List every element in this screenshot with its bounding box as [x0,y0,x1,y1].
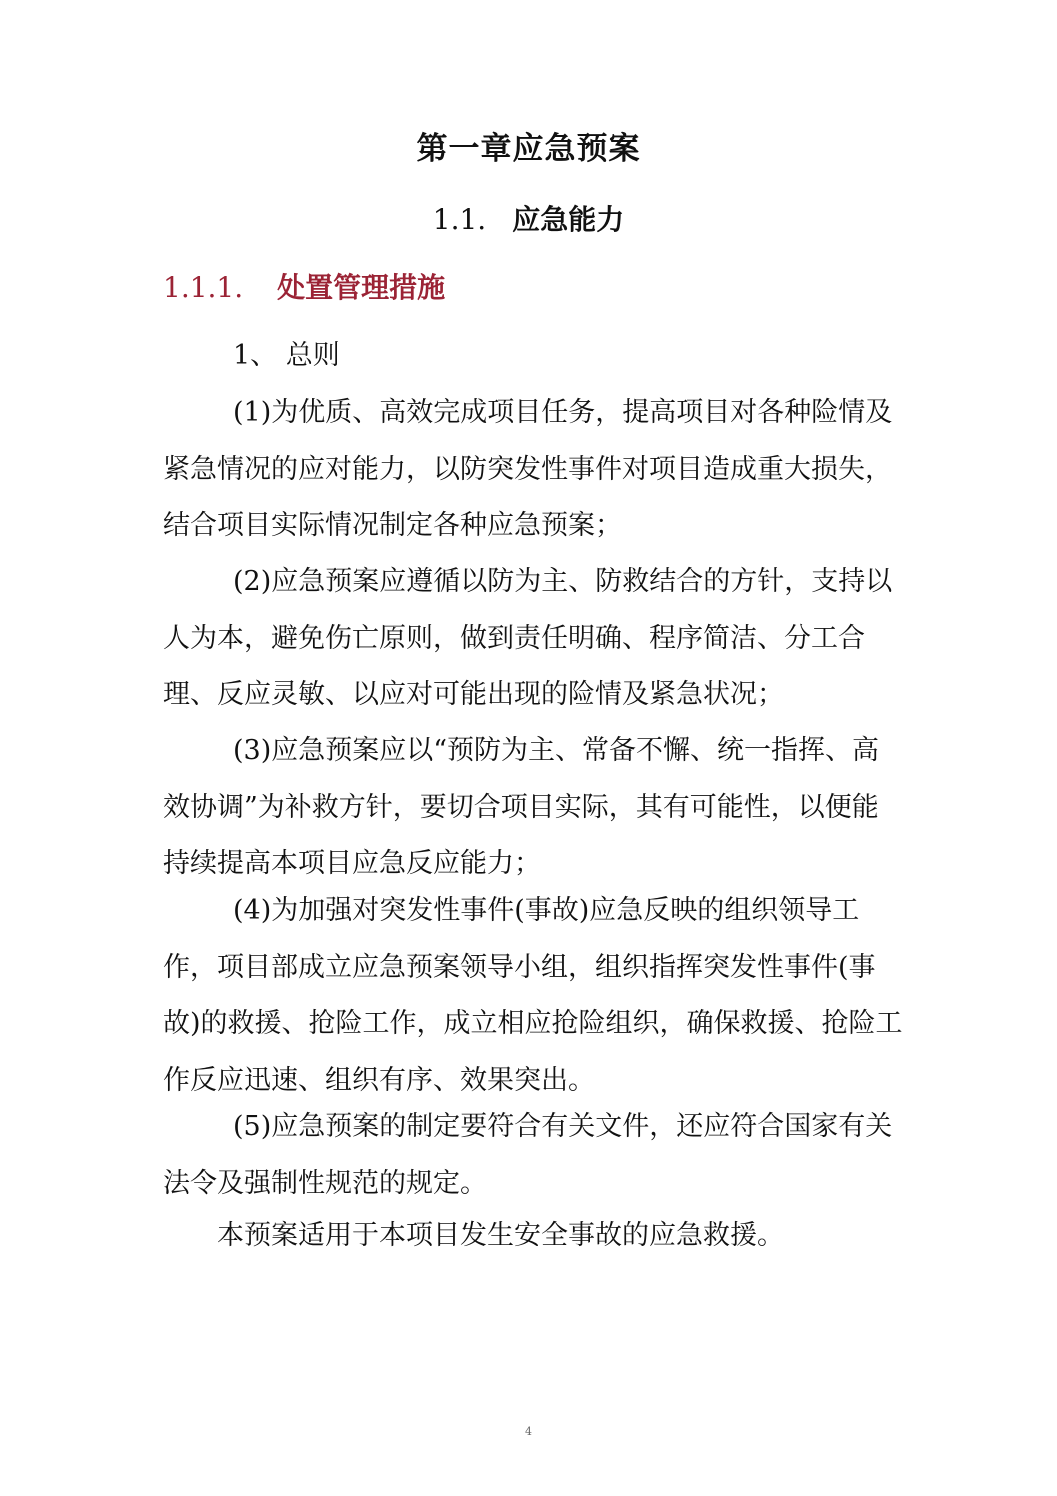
paragraph-3: (3)应急预案应以“预防为主、常备不懈、统一指挥、高效协调”为补救方针，要切合项目实际，其有可能性，以便能持续提高本项目应急反应能力； [163,735,880,879]
paragraph-4: (4)为加强对突发性事件(事故)应急反映的组织领导工作，项目部成立应急预案领导小组，组织指挥突发性事件(事故)的救援、抢险工作，成立相应抢险组织，确保救援、抢险工作反应迅速、组织有序、效果突出。 [163,895,903,1096]
chapter-title: 第一章应急预案 [416,131,641,167]
subsection-title: 处置管理措施 [277,271,446,304]
page-number: 4 [525,1425,532,1438]
paragraph-5: (5)应急预案的制定要符合有关文件，还应符合国家有关法令及强制性规范的规定。 [163,1111,893,1199]
section-number: 1.1. [432,203,487,236]
section-title: 应急能力 [512,203,625,236]
closing-paragraph: 本预案适用于本项目发生安全事故的应急救援。 [217,1220,784,1251]
subsection-heading [163,268,445,308]
paragraph-2: (2)应急预案应遵循以防为主、防救结合的方针，支持以人为本，避免伤亡原则，做到责任明确、程序简洁、分工合理、反应灵敏、以应对可能出现的险情及紧急状况； [163,566,893,710]
subsection-number: 1.1.1. [163,271,244,304]
general-heading: 1、 总则 [233,340,340,371]
section-heading [0,200,1057,240]
paragraph-1: (1)为优质、高效完成项目任务，提高项目对各种险情及紧急情况的应对能力，以防突发性事件对项目造成重大损失，结合项目实际情况制定各种应急预案； [163,397,893,541]
